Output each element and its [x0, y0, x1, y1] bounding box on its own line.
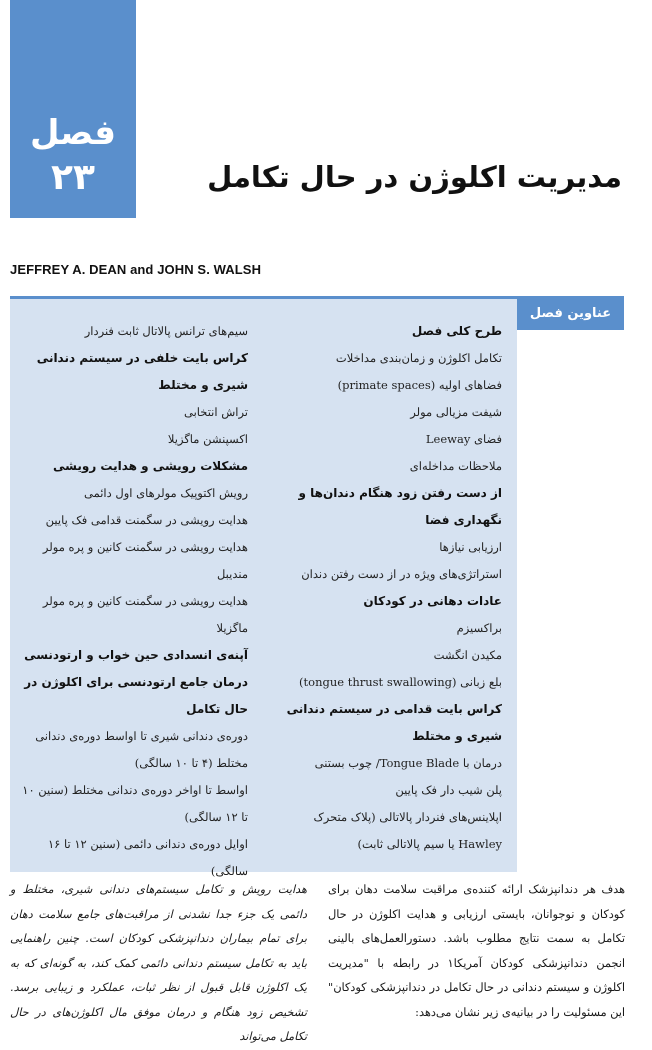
- outline-item: براکسیزم: [456, 621, 502, 635]
- outline-item: اپلاینس‌های فنردار پالاتالی (پلاک متحرک Hawley یا سیم پالاتالی ثابت): [313, 810, 502, 851]
- chapter-label: فصل: [29, 112, 117, 153]
- outline-item: هدایت رویشی در سگمنت قدامی فک پایین: [45, 513, 248, 527]
- chapter-title: مدیریت اکلوژن در حال تکامل: [207, 160, 622, 194]
- chapter-number: ۲۳: [51, 156, 95, 198]
- outline-item: فضاهای اولیه (primate spaces): [337, 378, 502, 392]
- outline-item: مکیدن انگشت: [433, 648, 502, 662]
- outline-item: ارزیابی نیازها: [439, 540, 502, 554]
- authors: JEFFREY A. DEAN and JOHN S. WALSH: [10, 262, 262, 277]
- outline-item: اواسط تا اواخر دوره‌ی دندانی مختلط (سنین ۱۰ تا ۱۲ سالگی): [22, 783, 248, 824]
- outline-tab: عناوین فصل: [517, 296, 624, 330]
- outline-item: پلن شیب دار فک پایین: [395, 783, 502, 797]
- outline-item: تراش انتخابی: [183, 405, 248, 419]
- outline-item: رویش اکتوپیک مولرهای اول دائمی: [83, 486, 248, 500]
- outline-item: درمان با Tongue Blade/ چوب بستنی: [314, 756, 502, 770]
- outline-item: تکامل اکلوژن و زمان‌بندی مداخلات: [335, 351, 502, 365]
- outline-item: دوره‌ی دندانی شیری تا اواسط دوره‌ی دندانی مختلط (۴ تا ۱۰ سالگی): [35, 729, 248, 770]
- outline-item: شیفت مزیالی مولر: [410, 405, 502, 419]
- outline-heading: از دست رفتن زود هنگام دندان‌ها و نگهداری فضا: [298, 486, 502, 527]
- outline-item: بلع زبانی (tongue thrust swallowing): [299, 675, 502, 689]
- outline-right-column: [270, 318, 502, 858]
- outline-item: هدایت رویشی در سگمنت کانین و پره مولر مندیبل: [42, 540, 248, 581]
- outline-item: فضای Leeway: [425, 432, 502, 446]
- outline-heading: عادات دهانی در کودکان: [363, 594, 502, 608]
- outline-item: سیم‌های ترانس پالاتال ثابت فنردار: [84, 324, 248, 338]
- outline-heading: مشکلات رویشی و هدایت رویشی: [53, 459, 248, 473]
- body-paragraph-left: هدایت رویش و تکامل سیستم‌های دندانی شیری، مختلط و دائمی یک جزء جدا نشدنی از مراقبت‌های جامع سلامت دهان برای تمام بیماران دندانپزشکی کودکان است. چنین راهنمایی باید به تکامل سیستم دندانی دائمی کمک کند، به گونه‌ای که به یک اکلوژن قابل قبول از نظر ثبات، عملکرد و زیبایی برسد. تشخیص زود هنگام و درمان موفق مال اکلوژن‌های در حال تکامل می‌تواند: [10, 883, 307, 1043]
- outline-item: اوایل دوره‌ی دندانی دائمی (سنین ۱۲ تا ۱۶ سالگی): [47, 837, 248, 878]
- body-paragraph-right: هدف هر دندانپزشک ارائه کننده‌ی مراقبت سلامت دهان برای کودکان و نوجوانان، بایستی ارزیابی و هدایت اکلوژن در حال تکامل به سمت نتایج مطلوب باشد. دستورالعمل‌های بالینی انجمن دندانپزشکی کودکان آمریکا۱ در رابطه با "مدیریت اکلوژن و سیستم دندانی در حال تکامل در دندانپزشکی کودکان" این مسئولیت را در بیانیه‌ی زیر نشان می‌دهد:: [328, 883, 625, 1019]
- outline-heading: درمان جامع ارتودنسی برای اکلوژن در حال تکامل: [24, 675, 248, 716]
- outline-heading: آپنه‌ی انسدادی حین خواب و ارتودنسی: [24, 648, 248, 662]
- outline-heading: کراس بایت خلفی در سیستم دندانی شیری و مختلط: [36, 351, 248, 392]
- outline-item: استراتژی‌های ویژه در از دست رفتن دندان: [301, 567, 502, 581]
- outline-left-column: [22, 318, 248, 885]
- outline-heading: کراس بایت قدامی در سیستم دندانی شیری و مختلط: [286, 702, 502, 743]
- outline-item: ملاحظات مداخله‌ای: [409, 459, 502, 473]
- outline-item: هدایت رویشی در سگمنت کانین و پره مولر ماگزیلا: [42, 594, 248, 635]
- outline-heading: طرح کلی فصل: [411, 324, 502, 338]
- outline-item: اکسپنشن ماگزیلا: [167, 432, 248, 446]
- chapter-number-box: [10, 0, 136, 218]
